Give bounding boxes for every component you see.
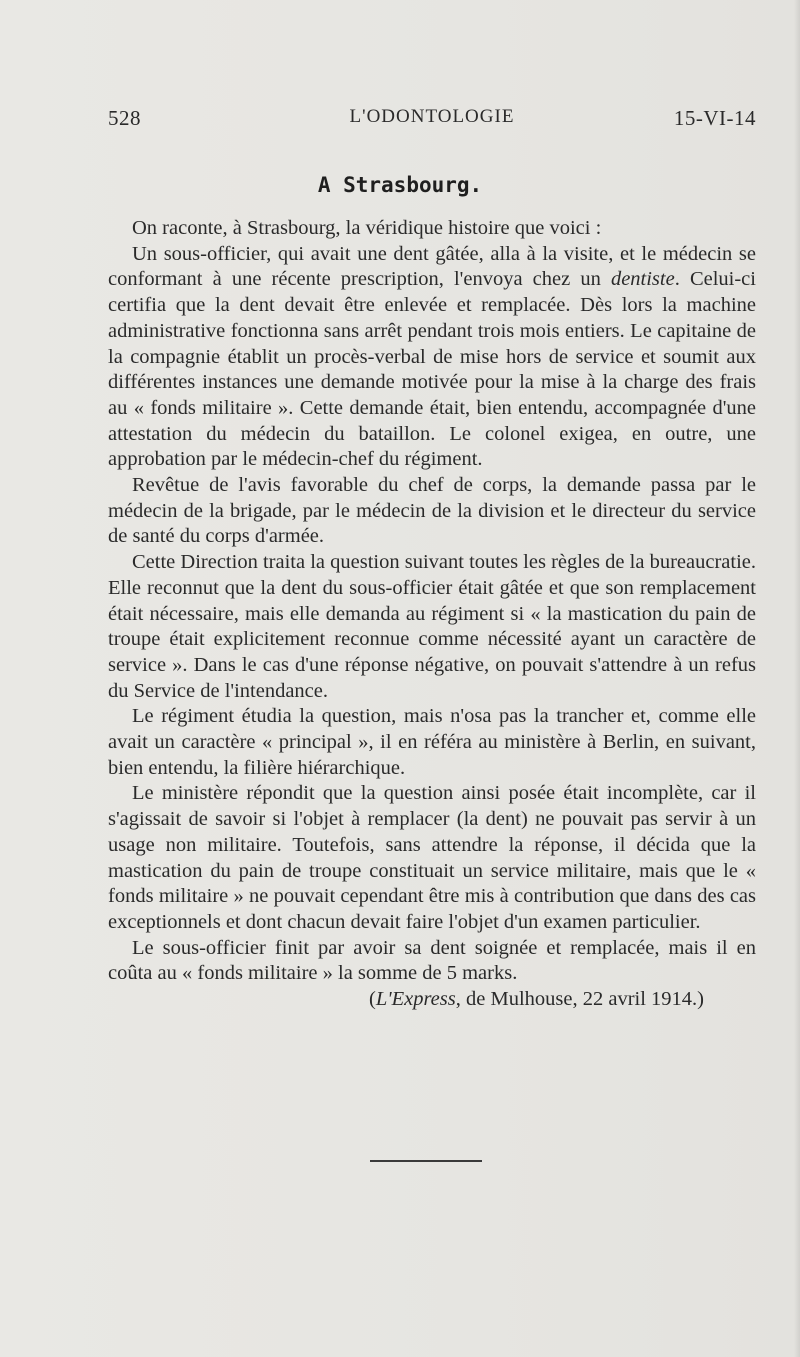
paragraph-7: Le sous-officier finit par avoir sa dent soignée et remplacée, mais il en coûta au « fonds militaire » la somme de 5 marks. [108, 936, 756, 985]
paragraph-6: Le ministère répondit que la question ainsi posée était incomplète, car il s'agissait de savoir si l'objet à remplacer (la dent) ne pouvait pas servir à un usage non militaire. Toutefois, sans attendre la réponse, il décida que la mastication du pain de troupe constituait un service militaire, mais que le « fonds militaire » ne pouvait cependant être mis à contribution que dans des cas exceptionnels et dont chacun devait faire l'objet d'un examen particulier. [108, 782, 756, 933]
article-body [108, 216, 756, 1013]
source-citation [108, 987, 756, 1013]
article-title: A Strasbourg. [317, 173, 483, 197]
paragraph-3: Revêtue de l'avis favorable du chef de corps, la demande passa par le médecin de la brigade, par le médecin de la division et le directeur du service de santé du corps d'armée. [108, 474, 756, 548]
journal-title: L'ODONTOLOGIE [349, 106, 515, 127]
source-details: , de Mulhouse, 22 avril 1914.) [455, 988, 704, 1011]
paragraph-2 [108, 242, 756, 473]
issue-date: 15-VI-14 [673, 106, 756, 130]
source-publication: L'Express [375, 988, 456, 1011]
end-rule-divider [370, 1160, 482, 1162]
source-open-paren: ( [368, 988, 376, 1011]
running-header [108, 106, 756, 136]
paragraph-2-end: . Celui-ci certifia que la dent devait être enlevée et remplacée. Dès lors la machine administrative fonctionna sans arrêt pendant trois mois entiers. Le capitaine de la compagnie établit un procès-verbal de mise hors de service et soumit aux différentes instances une demande motivée pour la mise à la charge des frais au « fonds militaire ». Cette demande était, bien entendu, accompagnée d'une attestation du médecin du bataillon. Le colonel exigea, en outre, une approbation par le médecin-chef du régiment. [108, 268, 756, 471]
paragraph-4: Cette Direction traita la question suivant toutes les règles de la bureaucratie. Elle reconnut que la dent du sous-officier était gâtée et que son remplacement était nécessaire, mais elle demanda au régiment si « la mastication du pain de troupe était explicitement reconnue comme nécessité ayant un caractère de service ». Dans le cas d'une réponse négative, on pouvait s'attendre à un refus du Service de l'intendance. [108, 551, 756, 702]
page-number: 528 [108, 106, 141, 130]
dentiste-emphasis: dentiste [610, 268, 675, 291]
page-spine-shadow [794, 0, 800, 1357]
paragraph-1: On raconte, à Strasbourg, la véridique histoire que voici : [132, 217, 602, 239]
paragraph-5: Le régiment étudia la question, mais n'osa pas la trancher et, comme elle avait un caractère « principal », il en référa au ministère à Berlin, en suivant, bien entendu, la filière hiérarchique. [108, 705, 756, 779]
paragraph-2-start: Un sous-officier, qui avait une dent gâtée, alla à la visite, et le médecin se conformant à une récente prescription, l'envoya chez un [108, 242, 756, 291]
